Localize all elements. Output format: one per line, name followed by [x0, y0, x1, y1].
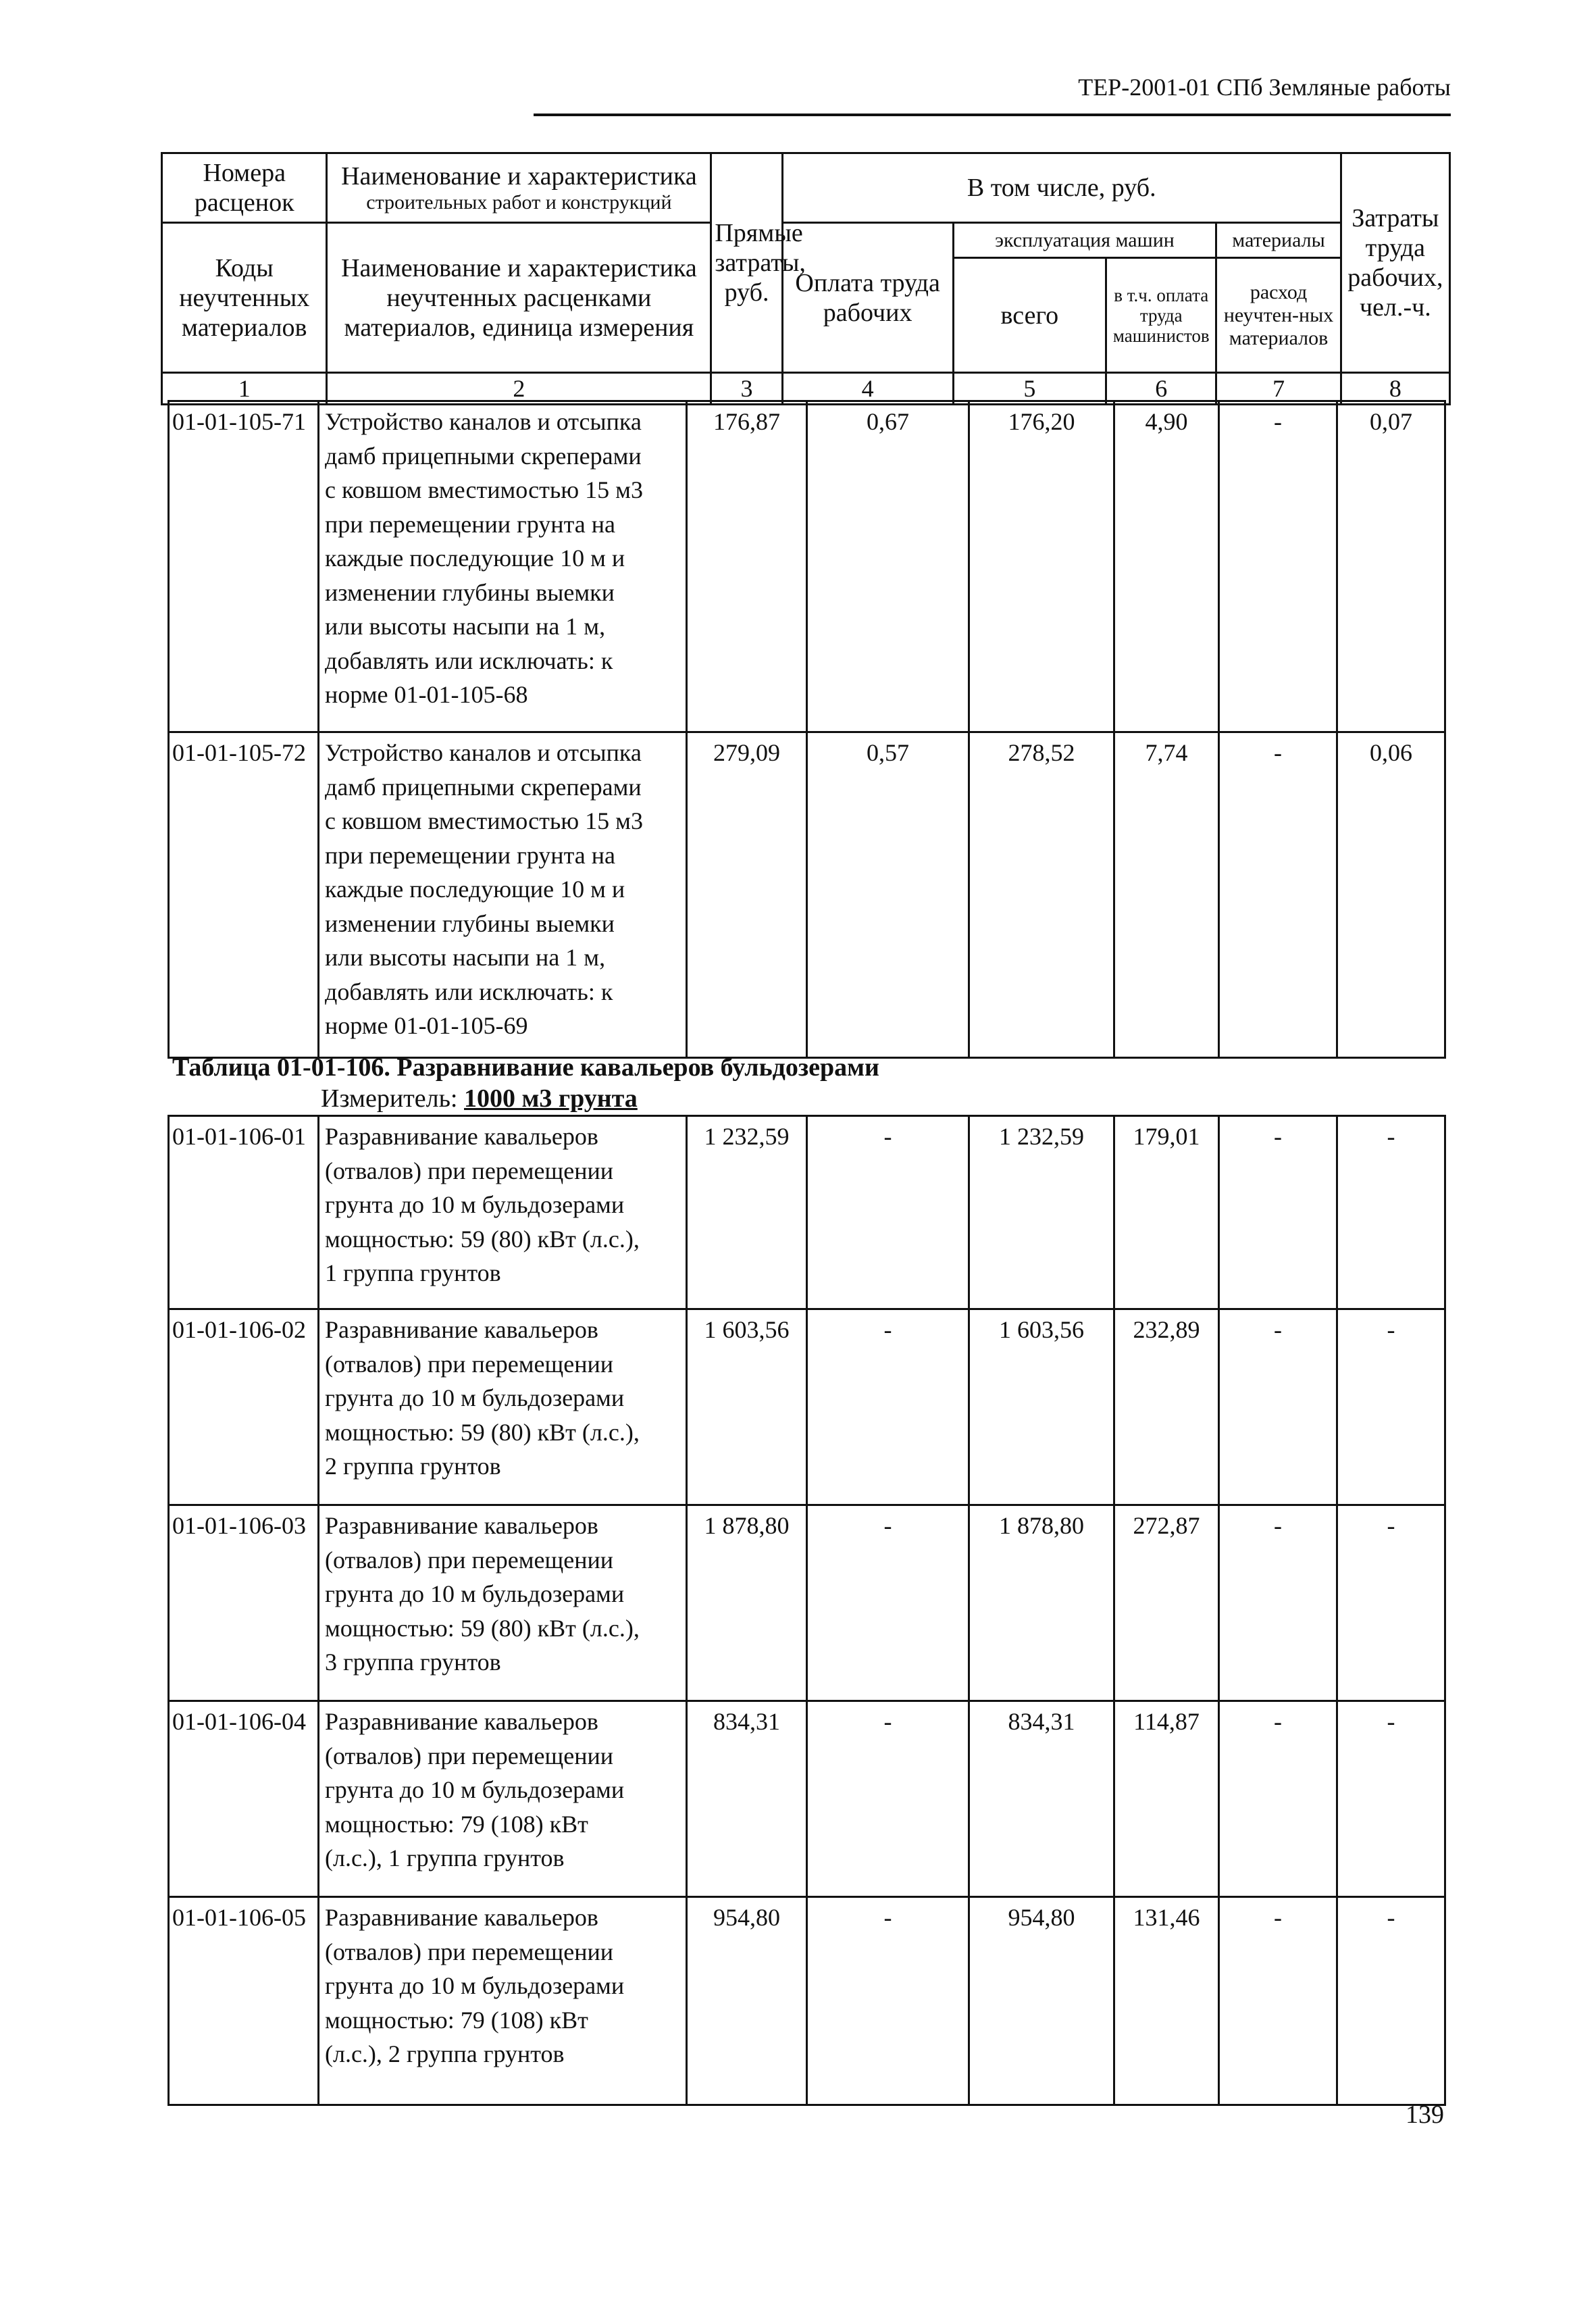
- header-rashod: расход неучтен-ных материалов: [1216, 258, 1341, 373]
- materials-consumption: -: [1219, 1701, 1337, 1897]
- description-line: грунта до 10 м бульдозерами: [325, 1191, 625, 1218]
- description-line: с ковшом вместимостью 15 м3: [325, 476, 643, 503]
- rate-code: 01-01-106-04: [169, 1701, 319, 1897]
- description-line: Разравнивание кавальеров: [325, 1708, 598, 1735]
- machines-total: 834,31: [969, 1701, 1114, 1897]
- col-number: 4: [782, 373, 953, 405]
- description-line: 1 группа грунтов: [325, 1259, 501, 1286]
- labor-pay: -: [807, 1505, 969, 1701]
- labor-pay: 0,57: [807, 732, 969, 1058]
- column-header-table: [161, 152, 1451, 405]
- labor-hours: 0,07: [1337, 401, 1445, 732]
- materials-consumption: -: [1219, 732, 1337, 1058]
- page-number: 139: [1406, 2101, 1444, 2129]
- table-row: [169, 1309, 1445, 1505]
- description-line: 2 группа грунтов: [325, 1453, 501, 1480]
- description-line: мощностью: 79 (108) кВт: [325, 2006, 588, 2034]
- description-line: 3 группа грунтов: [325, 1649, 501, 1676]
- description-line: (отвалов) при перемещении: [325, 1742, 614, 1769]
- description-line: (отвалов) при перемещении: [325, 1157, 614, 1184]
- machines-total: 1 232,59: [969, 1116, 1114, 1309]
- direct-costs: 834,31: [687, 1701, 807, 1897]
- description-line: Разравнивание кавальеров: [325, 1316, 598, 1343]
- direct-costs: 1 232,59: [687, 1116, 807, 1309]
- description-line: Разравнивание кавальеров: [325, 1512, 598, 1539]
- rate-description: [319, 1309, 687, 1505]
- direct-costs: 954,80: [687, 1897, 807, 2105]
- direct-costs: 1 603,56: [687, 1309, 807, 1505]
- description-line: норме 01-01-105-68: [325, 681, 528, 708]
- table-row: [169, 1897, 1445, 2105]
- rate-description: [319, 401, 687, 732]
- description-line: или высоты насыпи на 1 м,: [325, 944, 606, 971]
- col-number: 5: [953, 373, 1106, 405]
- labor-hours: -: [1337, 1897, 1445, 2105]
- description-line: дамб прицепными скреперами: [325, 773, 642, 801]
- running-header: ТЕР-2001-01 СПб Земляные работы: [1078, 74, 1451, 101]
- rate-code: 01-01-105-71: [169, 401, 319, 732]
- table-meter: Измеритель: 1000 м3 грунта: [321, 1084, 638, 1113]
- description-line: Устройство каналов и отсыпка: [325, 408, 642, 435]
- description-line: (л.с.), 1 группа грунтов: [325, 1844, 565, 1871]
- direct-costs: 1 878,80: [687, 1505, 807, 1701]
- description-line: (л.с.), 2 группа грунтов: [325, 2040, 565, 2067]
- machinist-pay: 272,87: [1114, 1505, 1219, 1701]
- materials-consumption: -: [1219, 1116, 1337, 1309]
- description-line: (отвалов) при перемещении: [325, 1938, 614, 1965]
- labor-hours: -: [1337, 1116, 1445, 1309]
- machinist-pay: 7,74: [1114, 732, 1219, 1058]
- materials-consumption: -: [1219, 1505, 1337, 1701]
- table-row: [169, 1505, 1445, 1701]
- description-line: норме 01-01-105-69: [325, 1012, 528, 1039]
- direct-costs: 176,87: [687, 401, 807, 732]
- machinist-pay: 131,46: [1114, 1897, 1219, 2105]
- col-number: 7: [1216, 373, 1341, 405]
- description-line: с ковшом вместимостью 15 м3: [325, 807, 643, 834]
- description-line: мощностью: 59 (80) кВт (л.с.),: [325, 1225, 640, 1253]
- description-line: дамб прицепными скреперами: [325, 442, 642, 470]
- labor-hours: -: [1337, 1701, 1445, 1897]
- header-rule: [534, 114, 1451, 116]
- description-line: добавлять или исключать: к: [325, 647, 613, 674]
- header-nomera: Номера расценок: [162, 153, 327, 223]
- rate-code: 01-01-106-05: [169, 1897, 319, 2105]
- description-line: каждые последующие 10 м и: [325, 876, 625, 903]
- description-line: или высоты насыпи на 1 м,: [325, 613, 606, 640]
- table-row: [169, 401, 1445, 732]
- labor-pay: 0,67: [807, 401, 969, 732]
- header-ekspluatatsiya: эксплуатация машин: [953, 223, 1216, 258]
- labor-hours: 0,06: [1337, 732, 1445, 1058]
- description-line: грунта до 10 м бульдозерами: [325, 1580, 625, 1607]
- rate-code: 01-01-106-02: [169, 1309, 319, 1505]
- machinist-pay: 179,01: [1114, 1116, 1219, 1309]
- table-row: [169, 1116, 1445, 1309]
- col-number: 1: [162, 373, 327, 405]
- description-line: мощностью: 79 (108) кВт: [325, 1810, 588, 1838]
- labor-hours: -: [1337, 1309, 1445, 1505]
- header-kody: Коды неучтенных материалов: [162, 223, 327, 373]
- machines-total: 1 878,80: [969, 1505, 1114, 1701]
- description-line: Устройство каналов и отсыпка: [325, 739, 642, 766]
- col-number: 8: [1341, 373, 1449, 405]
- rate-description: [319, 732, 687, 1058]
- description-line: Разравнивание кавальеров: [325, 1904, 598, 1931]
- rate-code: 01-01-106-03: [169, 1505, 319, 1701]
- col-number: 2: [327, 373, 711, 405]
- rates-table-105: [168, 400, 1446, 1059]
- header-zatraty: Затраты труда рабочих, чел.-ч.: [1341, 153, 1449, 373]
- machines-total: 954,80: [969, 1897, 1114, 2105]
- description-line: (отвалов) при перемещении: [325, 1546, 614, 1574]
- description-line: добавлять или исключать: к: [325, 978, 613, 1005]
- description-line: грунта до 10 м бульдозерами: [325, 1384, 625, 1411]
- labor-pay: -: [807, 1116, 969, 1309]
- header-pryamye: Прямые затраты, руб.: [711, 153, 782, 373]
- description-line: грунта до 10 м бульдозерами: [325, 1972, 625, 1999]
- header-materialy: материалы: [1216, 223, 1341, 258]
- rates-table-106: [168, 1115, 1446, 2106]
- machines-total: 176,20: [969, 401, 1114, 732]
- description-line: каждые последующие 10 м и: [325, 545, 625, 572]
- header-vtch: в т.ч. оплата труда машинистов: [1106, 258, 1216, 373]
- labor-pay: -: [807, 1309, 969, 1505]
- machinist-pay: 4,90: [1114, 401, 1219, 732]
- description-line: при перемещении грунта на: [325, 510, 615, 538]
- machinist-pay: 232,89: [1114, 1309, 1219, 1505]
- direct-costs: 279,09: [687, 732, 807, 1058]
- col-number: 6: [1106, 373, 1216, 405]
- table-title: Таблица 01-01-106. Разравнивание кавальеров бульдозерами: [172, 1053, 879, 1082]
- description-line: при перемещении грунта на: [325, 841, 615, 869]
- header-naim-works: Наименование и характеристика строительных работ и конструкций: [327, 153, 711, 223]
- col-number: 3: [711, 373, 782, 405]
- description-line: мощностью: 59 (80) кВт (л.с.),: [325, 1614, 640, 1642]
- header-naim-materials: Наименование и характеристика неучтенных расценками материалов, единица измерения: [327, 223, 711, 373]
- machines-total: 278,52: [969, 732, 1114, 1058]
- rate-description: [319, 1116, 687, 1309]
- labor-pay: -: [807, 1701, 969, 1897]
- description-line: изменении глубины выемки: [325, 909, 615, 937]
- header-oplata: Оплата труда рабочих: [782, 223, 953, 373]
- description-line: грунта до 10 м бульдозерами: [325, 1776, 625, 1803]
- materials-consumption: -: [1219, 1897, 1337, 2105]
- materials-consumption: -: [1219, 1309, 1337, 1505]
- description-line: Разравнивание кавальеров: [325, 1123, 598, 1150]
- labor-hours: -: [1337, 1505, 1445, 1701]
- description-line: (отвалов) при перемещении: [325, 1350, 614, 1378]
- materials-consumption: -: [1219, 401, 1337, 732]
- rate-description: [319, 1897, 687, 2105]
- description-line: мощностью: 59 (80) кВт (л.с.),: [325, 1418, 640, 1446]
- description-line: изменении глубины выемки: [325, 578, 615, 606]
- header-vsego: всего: [953, 258, 1106, 373]
- table-row: [169, 732, 1445, 1058]
- rate-code: 01-01-105-72: [169, 732, 319, 1058]
- rate-code: 01-01-106-01: [169, 1116, 319, 1309]
- header-v-tom-chisle: В том числе, руб.: [782, 153, 1341, 223]
- machinist-pay: 114,87: [1114, 1701, 1219, 1897]
- table-row: [169, 1701, 1445, 1897]
- labor-pay: -: [807, 1897, 969, 2105]
- rate-description: [319, 1701, 687, 1897]
- machines-total: 1 603,56: [969, 1309, 1114, 1505]
- rate-description: [319, 1505, 687, 1701]
